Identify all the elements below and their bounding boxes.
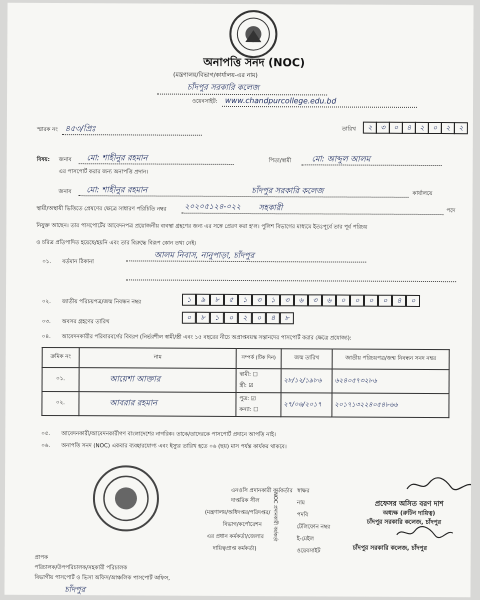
government-seal-icon [229,10,277,58]
noc-vertical-label: NOC প্রদানকারী কর্মকর্তা [271,492,278,542]
item-06-num: ০৬. [41,442,51,450]
table-row: ০১. আয়েশা আক্তার স্বামী: ☐ স্ত্রী: ☑ ২৮/১২/১৯৮৬ ৬২৪০৫৭৩২৮৬ [42,367,449,393]
id-number: ২০২০৫১২৪-০২২ [184,201,241,212]
sig-right-5: ই-মেইল [296,536,314,543]
sig-right-4: টেলিফোন নম্বর [296,524,331,531]
subject-text: এর পাসপোর্ট করার জন্য অনাপত্তি প্রদান। [58,169,149,176]
principal-stamp-line-4: চাঁদপুর সরকারি কলেজ, চাঁদপুর [352,544,427,552]
recipient-city: চাঁদপুর [64,585,86,595]
memo-value: ৪৫৩/প্রিঃ [64,124,96,134]
sig-label-2: দাপ্তরিক সীল [230,497,260,505]
workplace-label: কার্যালয়ে [412,190,433,198]
document-title: অনাপত্তি সনদ (NOC) [203,55,305,70]
header-nid: জাতীয় পরিচয়পত্র/জন্ম নিবন্ধন সনদ নম্বর [332,349,449,370]
post-label: পদে [446,208,456,215]
item-05-num: ০৫. [41,430,51,438]
principal-stamp-line-2: অধ্যক্ষ (রুটিন দায়িত্ব) [382,509,436,518]
sig-label-1: এনওসি প্রদানকারী কর্মকর্তার [230,487,293,495]
sig-label-6: দায়িত্বপ্রাপ্ত কর্মকর্তা) [212,545,257,553]
item-02-num: ০২. [41,298,51,306]
sig-right-1: স্বাক্ষর [296,488,310,495]
recipient-label: প্রাপক [34,554,48,562]
sig-label-5: এর প্রধান কর্মকর্তা/জেলার [206,533,264,541]
ministry-subtitle: (মন্ত্রণালয়/বিভাগ/কার্যালয়-এর নাম) [173,71,258,80]
body-line-2: ও চরিত্র প্রতিপাদিত হয়েছে/হয়নি এবং তার বিরুদ্ধে বিরূপ কোন তথ্য নেই। [36,239,197,247]
principal-signature-icon [405,475,474,499]
body-line-1: নিযুক্ত আছেন। তার পাসপোর্টের আবেদনপত্র প্রয়োজনীয় ব্যবস্থা গ্রহণের জন্য এর সঙ্গে প্রেরণ করা হ'ল। পুলিশ বিভাগের মাধ্যমে ইতঃপূর্বে তার পূর্ব পরিচয় [36,222,368,231]
college-seal-icon [93,465,159,531]
item-03-num: ০৩. [41,318,51,326]
family-table [41,347,449,418]
institution-name: চাঁদপুর সরকারি কলেজ [187,82,260,93]
janab-label-2: জনাব [58,189,72,196]
sig-right-6: ওয়েবসাইট [296,548,321,555]
sig-label-4: বিভাগ/কর্পোরেশন [222,521,262,529]
item-03-label: অবসর গ্রহণের তারিখ [61,319,110,326]
designation: সহকারী [258,203,283,213]
applicant-name: মো: শাহীনুর রহমান [86,153,148,163]
address-value: আলম নিবাস, নানুপাড়া, চাঁদপুর [154,250,255,261]
item-01-label: বর্তমান ঠিকানা [62,259,94,266]
recipient-line-1: পরিচালক/উপপরিচালক/সহকারী পরিচালক [34,564,128,572]
applicant-name-2: মো: শাহীনুর রহমান [86,185,148,195]
item-01-num: ০১. [42,258,52,266]
memo-label: স্মারক নং [36,126,58,134]
item-05-label: আবেদনকারী/আবেদনকারীগণ বাংলাদেশের নাগরিক। তাকে/তাদেরকে পাসপোর্ট প্রদানে আপত্তি নাই। [61,431,276,439]
table-row: ০২. আবরার রহমান পুত্র: ☑ কন্যা: ☐ ২৭/০৬/২০১৭ ২০১৭১৩২২৪০৫৪৮৬৬ [42,391,449,417]
janab-label: জনাব [58,157,72,164]
sig-label-3: (মন্ত্রণালয়/অধিদপ্তর/পরিদপ্তর/ [204,509,271,517]
workplace-name: চাঁদপুর সরকারি কলেজ [251,186,324,196]
subject-label: বিষয়: [36,156,50,164]
item-04-label: আবেদনকারীর পরিবারবর্গের বিবরণ (নির্ভরশীল স্বামী/স্ত্রী এবং ১৫ বছরের নীচে অপ্রাপ্তবয়স্ক সন্তানদের পাসপোর্ট করার ক্ষেত্রে প্রযোজ্য): [61,334,352,342]
principal-stamp-line-1: প্রফেসর অসিত বরণ দাশ [374,499,444,509]
header-serial: ক্রমিক নং [42,347,79,367]
id-basis-text: স্থায়ী/অস্থায়ী ভিত্তিতে প্রেষণের ক্ষেত্রে সাধারণ পরিচিতি নম্বর [36,205,167,213]
item-04-num: ০৪. [41,333,51,341]
sig-right-2: নাম [296,500,305,507]
father-label: পিতা/স্বামী [268,158,292,165]
noc-document: অনাপত্তি সনদ (NOC) (মন্ত্রণালয়/বিভাগ/কার্যালয়-এর নাম) চাঁদপুর সরকারি কলেজ ওয়েবসাইট: www.chandpurcollege.edu.bd স্মারক নং ৪৫৩/প্রিঃ তারিখ ২ ৩ ০ ৪ ২ ০ ২ ২ বিষয়: জনাব মো: শাহীনুর রহমান পিতা/স্বামী মো: আব্দুল আলম এর পাসপোর্ট করার জন্য অনাপত্তি প্রদান। জনাব মো: শাহীনুর রহমান চাঁদপুর সরকারি কলেজ কার্যালয়ে স্থায়ী/অস্থায়ী ভিত্তিতে প্রেষণের ক্ষেত্রে সাধারণ পরিচিতি নম্বর ২০২০৫১২৪-০২২ সহকারী পদে নিযুক্ত আছেন। তার পাসপোর্টের আবেদনপত্র প্রয়োজনীয় ব্যবস্থা গ্রহণের জন্য এর সঙ্গে প্রেরণ করা হ'ল। পুলিশ বিভাগের মাধ্যমে ইতঃপূর্বে তার পূর্ব পরিচয় ও চরিত্র প্রতিপাদিত হয়েছে/হয়নি এবং তার বিরুদ্ধে বিরূপ কোন তথ্য নেই। ০১. বর্তমান ঠিকানা আলম নিবাস, নানুপাড়া, চাঁদপুর ০২. জাতীয় পরিচয়পত্র/জন্ম নিবন্ধন নম্বর ১ ৯ ৮ ৫ ১ ৩ ১ ৩ ৬ ৩ ৬ ০ ০ ০ ০ ৪ ০ ০৩. অবসর গ্রহণের তারিখ ০ ৮ ১ ০ ২ ০ ৪ ৮ ০৪. আবেদনকারীর পরিবারবর্গের বিবরণ (নির্ভরশীল স্বামী/স্ত্রী এবং ১৫ বছরের নীচে অপ্রাপ্তবয়স্ক সন্তানদের পাসপোর্ট করার ক্ষেত্রে প্রযোজ্য): ক্রমিক নং নাম সম্পর্ক (টিক দিন) জন্ম তারিখ জাতীয় পরিচয়পত্র/জন্ম নিবন্ধন সনদ নম্বর ০১. আয়েশা আক্তার স্বামী: ☐ স্ত্রী: ☑ ২৮/১২/১৯৮৬ ৬২৪০৫৭৩২৮৬ ০২. আবরার রহমান পুত্র: ☑ কন্যা: ☐ ২৭/০৬/২০১৭ ২০১৭১৩২২৪০৫৪৮৬৬ ০৫. আবেদনকারী/আবেদনকারীগণ বাংলাদেশের নাগরিক। তাকে/তাদেরকে পাসপোর্ট প্রদানে আপত্তি নাই। ০৬. অনাপত্তি সনদ (NOC) একবার ব্যবহারযোগ্য এবং ইস্যুর তারিখ হতে ০৬ (ছয়) মাস পর্যন্ত কার্যকর থাকবে। এনওসি প্রদানকারী কর্মকর্তার দাপ্তরিক সীল (মন্ত্রণালয়/অধিদপ্তর/পরিদপ্তর/ বিভাগ/কর্পোরেশন এর প্রধান কর্মকর্তা/জেলার দায়িত্বপ্রাপ্ত কর্মকর্তা) NOC প্রদানকারী কর্মকর্তা স্বাক্ষর নাম পদবি টেলিফোন নম্বর ই-মেইল ওয়েবসাইট প্রফেসর অসিত বরণ দাশ অধ্যক্ষ (রুটিন দায়িত্ব) চাঁদপুর সরকারি কলেজ, চাঁদপুর চাঁদপুর সরকারি কলেজ, চাঁদপুর প্রাপক পরিচালক/উপপরিচালক/সহকারী পরিচালক বিভাগীয় পাসপোর্ট ও ভিসা অফিস/আঞ্চলিক পাসপোর্ট অফিস, চাঁদপুর [4,3,473,597]
website-value: www.chandpurcollege.edu.bd [225,95,337,106]
father-name: মো: আব্দুল আলম [311,154,371,164]
website-label: ওয়েবসাইট: [192,98,218,105]
header-birthdate: জন্ম তারিখ [281,349,332,369]
date-label: তারিখ [341,126,356,133]
principal-stamp-line-3: চাঁদপুর সরকারি কলেজ, চাঁদপুর [366,518,442,527]
item-02-label: জাতীয় পরিচয়পত্র/জন্ম নিবন্ধন নম্বর [61,299,142,306]
header-name: নাম [79,348,236,369]
header-relation: সম্পর্ক (টিক দিন) [236,348,281,368]
item-06-label: অনাপত্তি সনদ (NOC) একবার ব্যবহারযোগ্য এবং ইস্যুর তারিখ হতে ০৬ (ছয়) মাস পর্যন্ত কার্যকর থাকবে। [61,443,287,451]
recipient-line-2: বিভাগীয় পাসপোর্ট ও ভিসা অফিস/আঞ্চলিক পাসপোর্ট অফিস, [34,574,171,582]
sig-right-3: পদবি [296,512,309,519]
